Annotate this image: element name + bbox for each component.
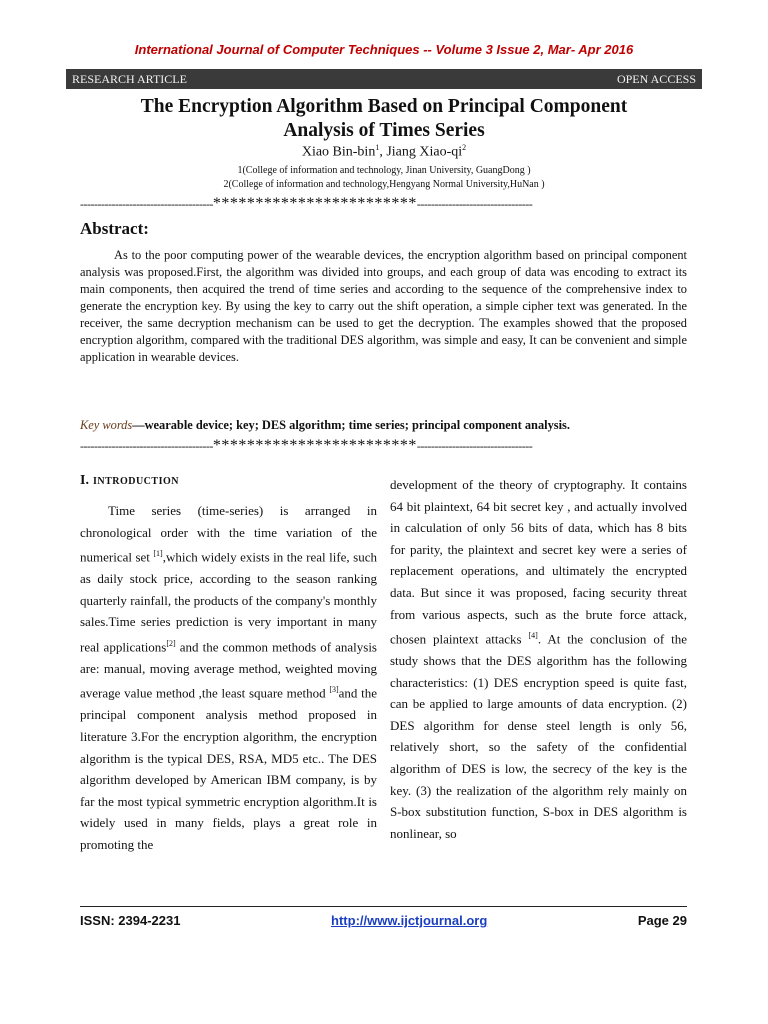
- title-line-2: Analysis of Times Series: [283, 120, 485, 141]
- column-right: [390, 474, 687, 844]
- separator-bottom: [80, 439, 686, 453]
- title-line-1: The Encryption Algorithm Based on Principal Component: [140, 96, 628, 117]
- separator-stars: ************************: [212, 439, 417, 453]
- author-1-affiliation-mark: 1: [375, 143, 380, 152]
- affiliation-2: 2(College of information and technology,Hengyang Normal University,HuNan ): [223, 179, 545, 190]
- journal-header: International Journal of Computer Techniques -- Volume 3 Issue 2, Mar- Apr 2016: [134, 42, 634, 57]
- citation-1: [1]: [153, 549, 163, 559]
- research-article-label: RESEARCH ARTICLE: [72, 71, 187, 86]
- citation-3: [3]: [329, 685, 339, 695]
- author-2-affiliation-mark: 2: [462, 143, 467, 152]
- text-run: and the common methods of analysis are: manual, moving average method, weighted moving average value method ,the least square method: [80, 639, 377, 701]
- citation-4: [4]: [528, 631, 538, 641]
- open-access-label: OPEN ACCESS: [616, 71, 696, 86]
- page-footer: [80, 913, 687, 928]
- separator-dashes-right: ---------------------------------: [416, 439, 533, 453]
- separator-dashes-left: --------------------------------------: [80, 197, 213, 211]
- citation-2: [2]: [166, 638, 176, 648]
- author-2: Jiang Xiao-qi: [386, 144, 463, 160]
- text-run: ,which widely exists in the real life, such as daily stock price, according to the season ranking quarterly rainfall, the products of the company's monthly sales.Time series prediction is very important in many real applications: [80, 549, 377, 655]
- column-left: [80, 472, 377, 855]
- intro-paragraph-1: [80, 500, 377, 855]
- affiliation-1: 1(College of information and technology, Jinan University, GuangDong ): [237, 165, 531, 176]
- issn-label: ISSN: 2394-2231: [80, 913, 181, 928]
- keywords: [80, 418, 687, 433]
- abstract-heading: Abstract:: [80, 219, 149, 238]
- section-heading-introduction: [80, 472, 377, 494]
- text-run: and the principal component analysis method proposed in literature 3.For the encryption algorithm, the encryption algorithm is the typical DES, RSA, MD5 etc.. The DES algorithm developed by American IBM company, is by far the most typical symmetric encryption algorithm.It is widely used in many fields, plays a great role in promoting the: [80, 685, 377, 852]
- text-run: Time series (time-series) is arranged in chronological order with the time variation of the numerical set: [80, 503, 377, 565]
- author-separator: ,: [379, 144, 387, 160]
- separator-stars: ************************: [212, 197, 417, 211]
- footer-rule: [80, 906, 687, 907]
- keywords-label: Key words: [80, 418, 133, 432]
- page-number: Page 29: [637, 913, 687, 928]
- intro-paragraph-continued: [390, 474, 687, 844]
- keywords-text: —wearable device; key; DES algorithm; time series; principal component analysis.: [132, 418, 570, 432]
- authors: [66, 143, 702, 161]
- text-run: development of the theory of cryptography. It contains 64 bit plaintext, 64 bit secret key , and actually involved in calculation of only 56 bits of data, which has 8 bits for parity, the plaintext and secret key were a series of replacement operations, and ultimately the encrypted data. But since it was proposed, facing security threat from various aspects, such as the brute force attack, chosen plaintext attacks: [390, 477, 687, 647]
- paper-title: [66, 95, 702, 143]
- journal-url-link[interactable]: http://www.ijctjournal.org: [331, 913, 488, 928]
- separator-dashes-left: --------------------------------------: [80, 439, 213, 453]
- abstract-body: As to the poor computing power of the wearable devices, the encryption algorithm based on principal component analysis was proposed.First, the algorithm was divided into groups, and each group of data was encoding to extract its main components, then acquired the trend of time series and according to the sequence of the comprehensive index to generate the encryption key. By using the key to carry out the shift operation, a simple cipher text was generated. In the receiver, the same decryption mechanism can be used to get the decryption. The examples showed that the proposed encryption algorithm, compared with the traditional DES algorithm, was simple and easy, It can be convenient and simple application in wearable devices.: [80, 248, 687, 364]
- separator-dashes-right: ---------------------------------: [416, 197, 533, 211]
- article-type-bar: [66, 69, 702, 89]
- section-name: INTRODUCTION: [92, 476, 179, 487]
- author-1: Xiao Bin-bin: [301, 144, 376, 160]
- text-run: . At the conclusion of the study shows that the DES algorithm has the following characteristics: (1) DES encryption speed is quite fast, can be applied to large amounts of data encryption. (2) DES algorithm for dense steel length is only 56, relatively short, so the safety of the confidential algorithm of DES is low, the secrecy of the key is the key. (3) the realization of the algorithm rely mainly on S-box substitution function, S-box in DES algorithm is nonlinear, so: [390, 631, 687, 841]
- separator-top: [80, 197, 686, 211]
- section-number: I.: [80, 473, 89, 488]
